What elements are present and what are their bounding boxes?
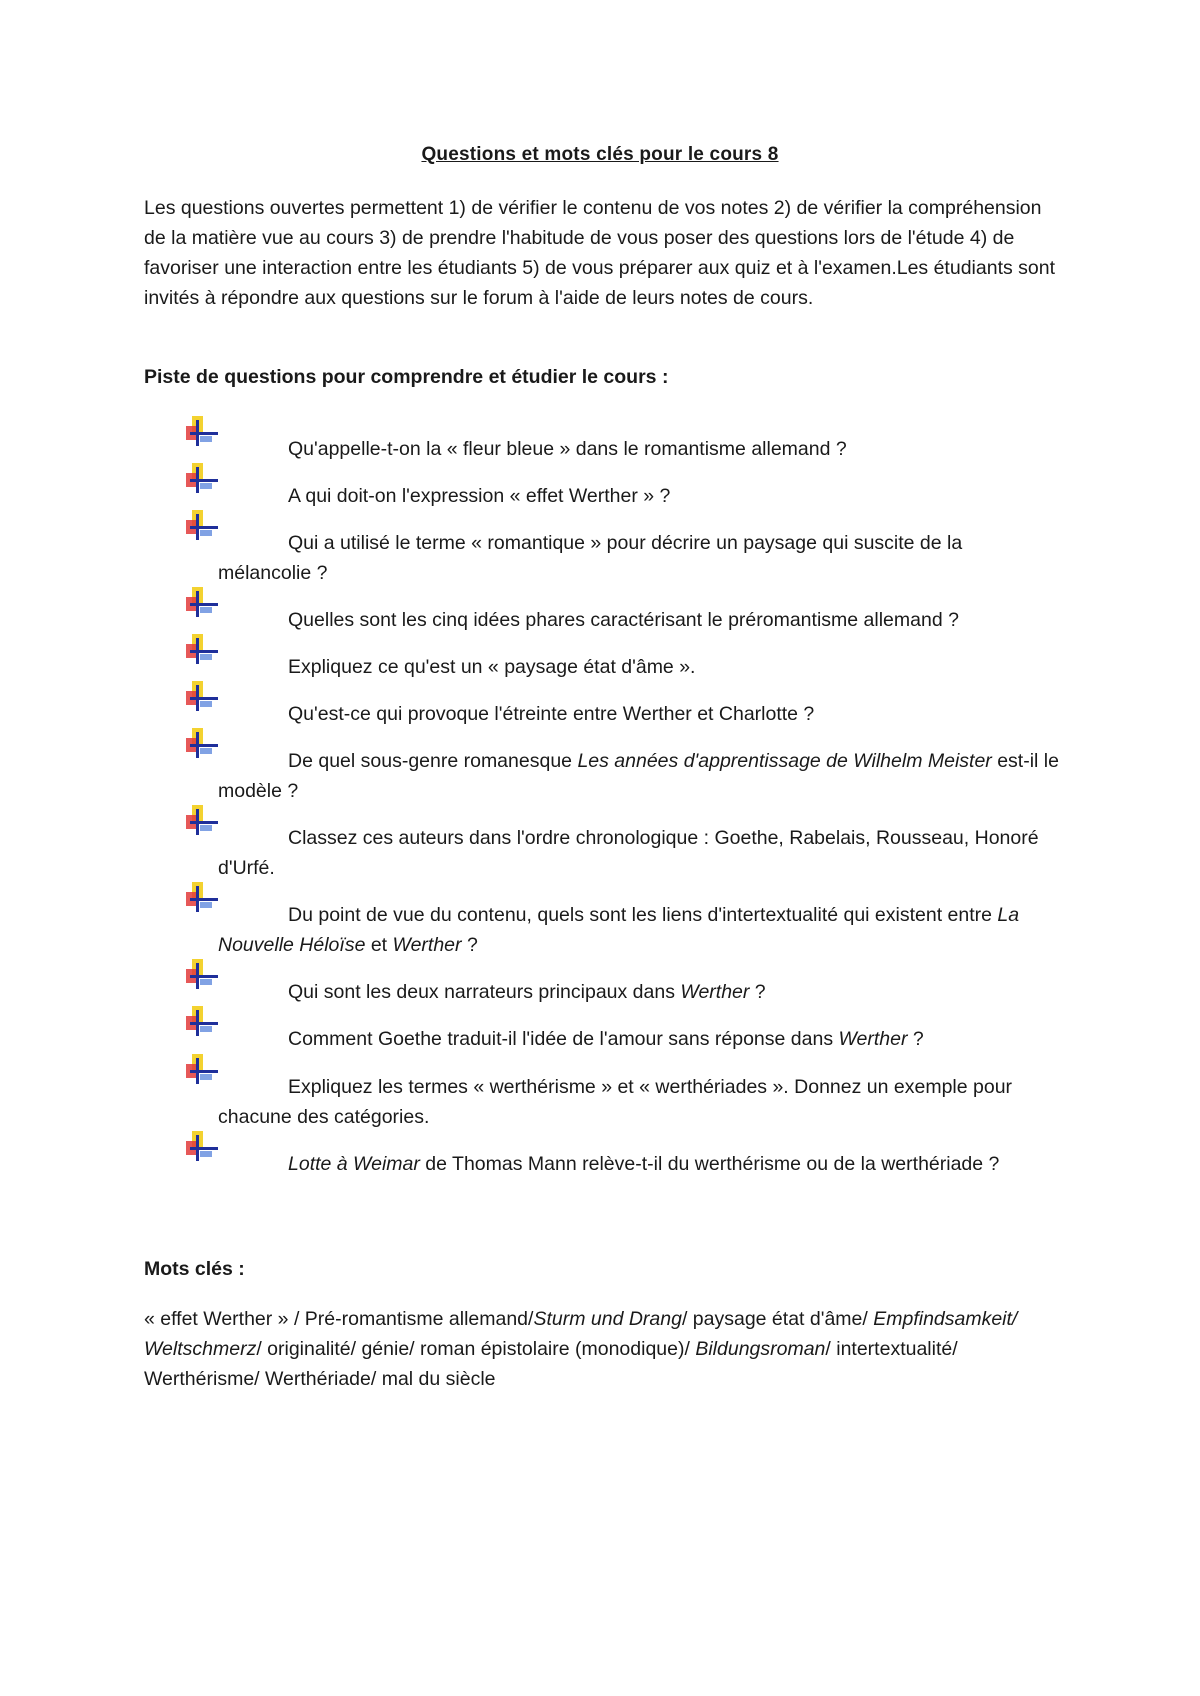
bullet-cross-icon: [180, 728, 218, 760]
question-item: [180, 652, 1060, 682]
question-item: [180, 746, 1060, 806]
question-text: Du point de vue du contenu, quels sont les liens d'intertextualité qui existent entre La Nouvelle Héloïse et Werther ?: [218, 904, 1020, 956]
question-text: Lotte à Weimar de Thomas Mann relève-t-il du werthérisme ou de la werthériade ?: [288, 1153, 1000, 1175]
page-title: Questions et mots clés pour le cours 8: [421, 144, 779, 165]
question-item: [180, 1149, 1060, 1179]
intro-paragraph: Les questions ouvertes permettent 1) de vérifier le contenu de vos notes 2) de vérifier la compréhension de la matière vue au cours 3) de prendre l'habitude de vous poser des questions lors de l'étude 4) de favoriser une interaction entre les étudiants 5) de vous préparer aux quiz et à l'examen.Les étudiants sont invités à répondre aux questions sur le forum à l'aide de leurs notes de cours.: [144, 197, 1056, 309]
questions-heading: Piste de questions pour comprendre et étudier le cours :: [144, 366, 669, 388]
question-item: [180, 699, 1060, 729]
question-item: [180, 434, 1060, 464]
question-item: [180, 1072, 1060, 1132]
question-text: Quelles sont les cinq idées phares caractérisant le préromantisme allemand ?: [288, 609, 959, 631]
bullet-cross-icon: [180, 1054, 218, 1086]
question-text: Expliquez les termes « werthérisme » et « werthériades ». Donnez un exemple pour chacune des catégories.: [218, 1076, 1013, 1128]
question-item: [180, 900, 1060, 960]
bullet-cross-icon: [180, 634, 218, 666]
question-text: Qu'est-ce qui provoque l'étreinte entre Werther et Charlotte ?: [288, 703, 815, 725]
keywords-paragraph: « effet Werther » / Pré-romantisme allemand/Sturm und Drang/ paysage état d'âme/ Empfindsamkeit/ Weltschmerz/ originalité/ génie/ roman épistolaire (monodique)/ Bildungsroman/ intertextualité/ Werthérisme/ Werthériade/ mal du siècle: [144, 1308, 1018, 1390]
question-text: Qui a utilisé le terme « romantique » pour décrire un paysage qui suscite de la mélancolie ?: [218, 532, 963, 584]
bullet-cross-icon: [180, 681, 218, 713]
question-item: [180, 1024, 1060, 1054]
bullet-cross-icon: [180, 1131, 218, 1163]
bullet-cross-icon: [180, 587, 218, 619]
bullet-cross-icon: [180, 805, 218, 837]
bullet-cross-icon: [180, 959, 218, 991]
question-item: [180, 977, 1060, 1007]
bullet-cross-icon: [180, 1006, 218, 1038]
question-text: Classez ces auteurs dans l'ordre chronologique : Goethe, Rabelais, Rousseau, Honoré d'Urfé.: [218, 827, 1039, 879]
keywords-heading: Mots clés :: [144, 1258, 245, 1280]
question-text: Expliquez ce qu'est un « paysage état d'âme ».: [288, 656, 696, 678]
bullet-cross-icon: [180, 510, 218, 542]
question-item: [180, 528, 1060, 588]
bullet-cross-icon: [180, 882, 218, 914]
question-item: [180, 481, 1060, 511]
bullet-cross-icon: [180, 463, 218, 495]
question-text: Qu'appelle-t-on la « fleur bleue » dans le romantisme allemand ?: [288, 438, 847, 460]
question-text: Comment Goethe traduit-il l'idée de l'amour sans réponse dans Werther ?: [288, 1028, 924, 1050]
question-text: Qui sont les deux narrateurs principaux dans Werther ?: [288, 981, 766, 1003]
question-text: De quel sous-genre romanesque Les années d'apprentissage de Wilhelm Meister est-il le modèle ?: [218, 750, 1059, 802]
question-item: [180, 605, 1060, 635]
question-item: [180, 823, 1060, 883]
bullet-cross-icon: [180, 416, 218, 448]
question-text: A qui doit-on l'expression « effet Werther » ?: [288, 485, 671, 507]
